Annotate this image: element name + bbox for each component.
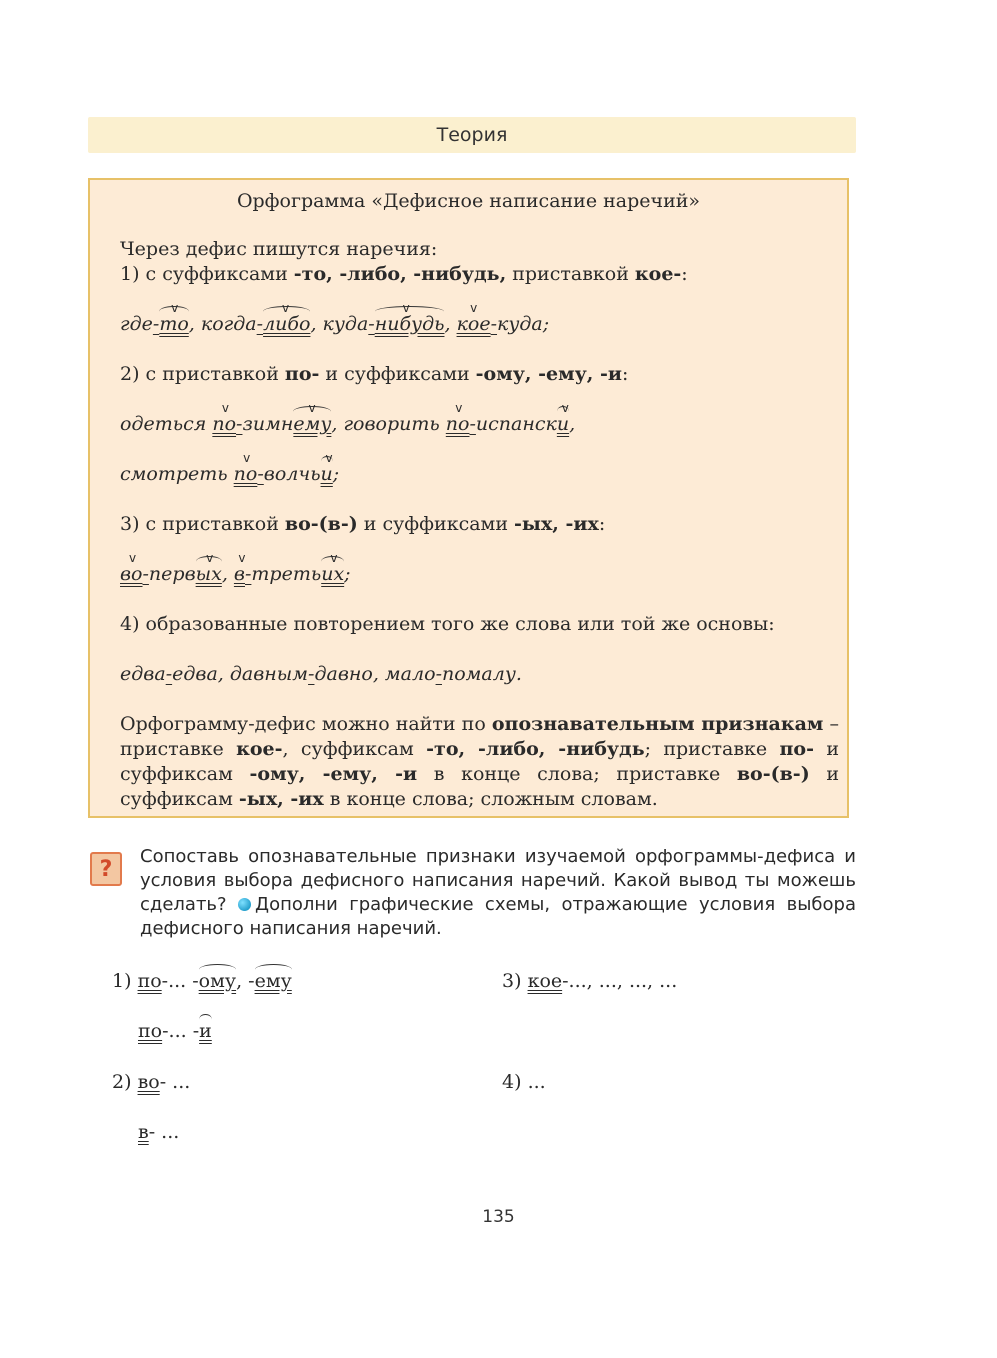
bullet-dot-icon xyxy=(238,898,251,911)
scheme-4: 4) ... xyxy=(502,1071,546,1093)
banner-title: Теория xyxy=(436,124,508,146)
page-number: 135 xyxy=(482,1207,515,1227)
theory-box xyxy=(88,178,849,818)
rule-1: 1) с суффиксами -то, -либо, -нибудь, приставкой кое-: xyxy=(120,263,688,285)
theory-banner xyxy=(88,117,856,153)
scheme-1: 1) по-... -ому, -ему xyxy=(112,970,292,992)
example-5: едва-едва, давным-давно, мало-помалу. xyxy=(120,663,522,685)
scheme-3: 3) кое-..., ..., ..., ... xyxy=(502,970,678,992)
theory-conclusion: Орфограмму-дефис можно найти по опознавательным признакам – приставке кое-, суффиксам -то, -либо, -нибудь; приставке по- и суффиксам -ому, -ему, -и в конце слова; приставке во-(в-) и суффиксам -ых, -их в конце слова; сложным словам. xyxy=(120,713,840,810)
rule-4: 4) образованные повторением того же слова или той же основы: xyxy=(120,613,775,635)
scheme-2: 2) во- ... xyxy=(112,1071,191,1093)
question-icon: ? xyxy=(90,852,122,886)
example-3: смотреть по v-волчьи v; xyxy=(120,462,839,487)
example-1: где-то v, когда-либо v, куда-нибудь v, кое v-куда; xyxy=(120,312,839,337)
rule-3: 3) с приставкой во-(в-) и суффиксами -ых, -их: xyxy=(120,513,606,535)
theory-title: Орфограмма «Дефисное написание наречий» xyxy=(236,190,701,212)
task-text: Сопоставь опознавательные признаки изучаемой орфограммы-дефиса и условия выбора дефисного написания наречий. Какой вывод ты можешь сделать? Дополни графические схемы, отражающие условия выбора дефисного написания наречий. xyxy=(140,846,856,939)
scheme-2b: в- ... xyxy=(138,1121,180,1143)
theory-intro: Через дефис пишутся наречия: xyxy=(120,238,438,260)
example-4: во v-первых v, в v-третьих v; xyxy=(120,562,839,587)
rule-2: 2) с приставкой по- и суффиксами -ому, -ему, -и: xyxy=(120,363,629,385)
scheme-1b: по-... -и xyxy=(138,1020,212,1042)
example-2: одеться по v-зимнему v, говорить по v-испански v, xyxy=(120,412,839,437)
